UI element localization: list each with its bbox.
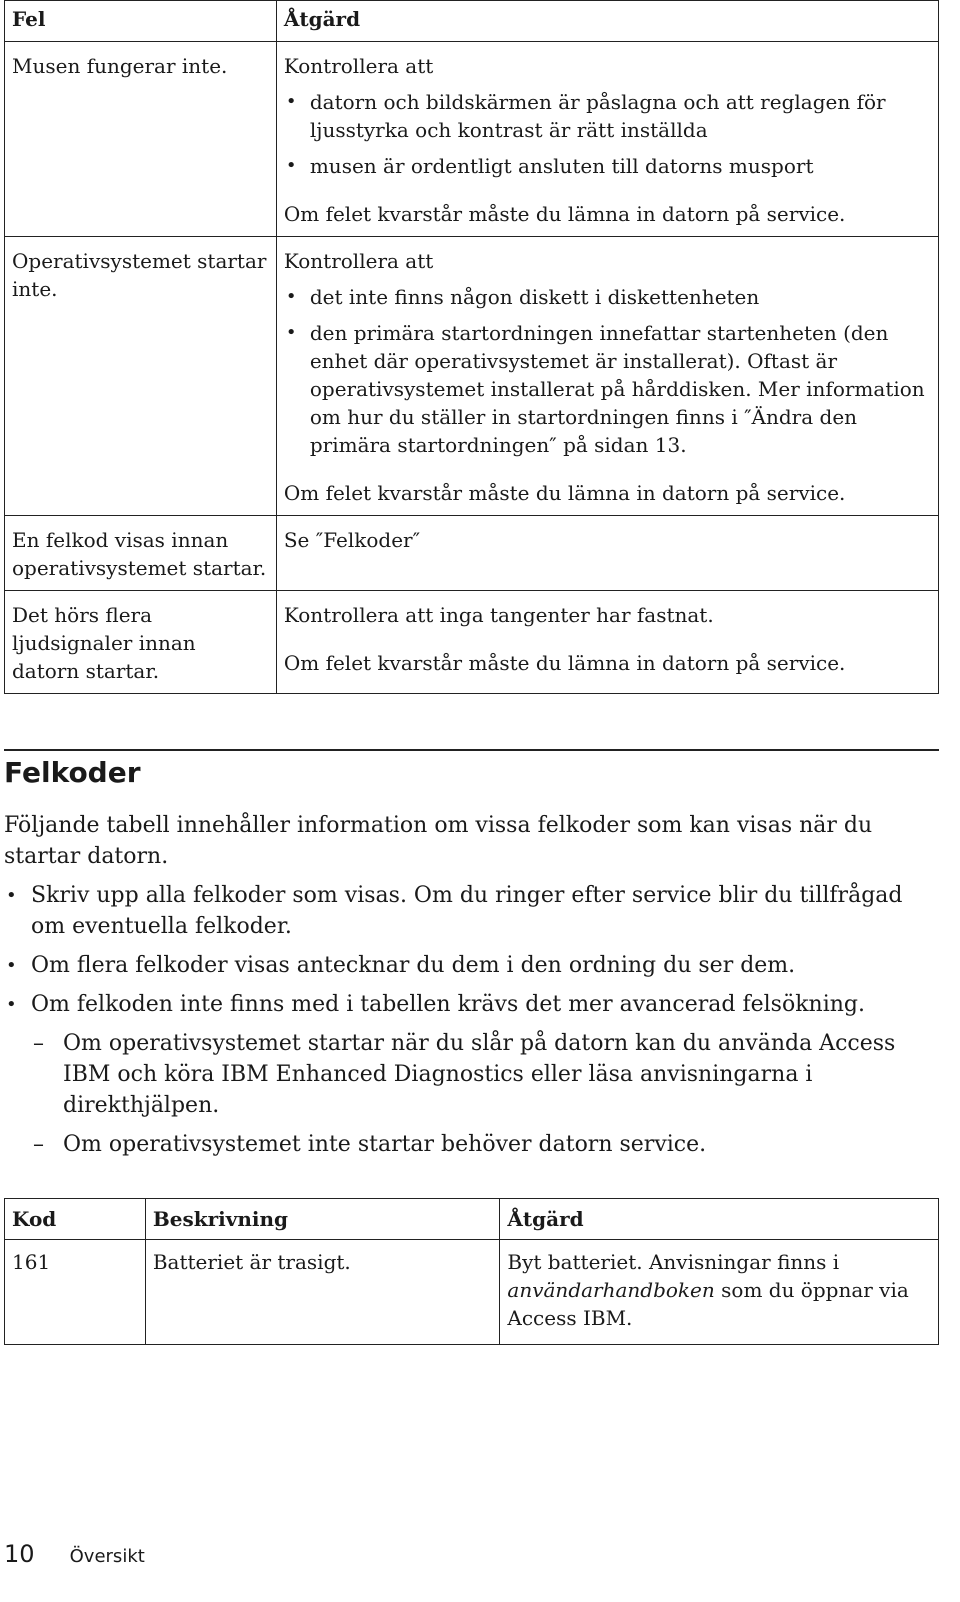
- section-bullet-text: Om felkoden inte finns med i tabellen krävs det mer avancerad felsökning.: [31, 992, 865, 1017]
- action-bullet-list: [284, 88, 930, 180]
- section-bullet: • Om flera felkoder visas antecknar du dem i den ordning du ser dem.: [4, 950, 939, 981]
- column-header-code: Kod: [5, 1199, 146, 1240]
- action-followup: Om felet kvarstår måste du lämna in datorn på service.: [283, 202, 846, 226]
- manual-reference: användarhandboken: [507, 1278, 715, 1302]
- section-sub-list: [31, 1028, 939, 1160]
- problem-cell: Operativsystemet startar inte.: [5, 237, 277, 516]
- action-intro: Kontrollera att: [283, 249, 434, 273]
- column-header-problem: Fel: [5, 1, 277, 42]
- section-bullet: [4, 989, 939, 1160]
- column-header-description: Beskrivning: [145, 1199, 500, 1240]
- problem-cell: Det hörs flera ljudsignaler innan datorn startar.: [5, 591, 277, 694]
- action-bullet: • den primära startordningen innefattar startenheten (den enhet där operativsystemet är installerat). Oftast är operativsystemet installerat på hårddisken. Mer information om hur du ställer in startordningen finns i ″Ändra den primära startordningen″ på sidan 13.: [284, 319, 930, 459]
- description-cell: Batteriet är trasigt.: [145, 1240, 500, 1345]
- action-text: Byt batteriet. Anvisningar finns i: [507, 1250, 840, 1274]
- table-header-row: [5, 1199, 939, 1240]
- action-followup: Om felet kvarstår måste du lämna in datorn på service.: [283, 651, 846, 675]
- action-cell: [276, 42, 938, 237]
- table-row: [5, 237, 939, 516]
- action-text: Kontrollera att inga tangenter har fastnat.: [283, 603, 714, 627]
- section-sub-bullet: – Om operativsystemet inte startar behöver datorn service.: [31, 1129, 939, 1160]
- action-intro: Kontrollera att: [283, 54, 434, 78]
- problem-cell: Musen fungerar inte.: [5, 42, 277, 237]
- code-cell: 161: [5, 1240, 146, 1345]
- section-bullet: • Skriv upp alla felkoder som visas. Om du ringer efter service blir du tillfrågad om eventuella felkoder.: [4, 880, 939, 942]
- action-bullet: • datorn och bildskärmen är påslagna och att reglagen för ljusstyrka och kontrast är rätt inställda: [284, 88, 930, 144]
- column-header-action: Åtgärd: [276, 1, 938, 42]
- table-row: [5, 42, 939, 237]
- troubleshooting-table: [4, 0, 939, 694]
- section-intro: Följande tabell innehåller information om vissa felkoder som kan visas när du startar datorn.: [4, 813, 873, 869]
- column-header-action: Åtgärd: [500, 1199, 939, 1240]
- action-bullet-list: [284, 283, 930, 459]
- section-divider: [4, 749, 939, 751]
- action-cell: [276, 591, 938, 694]
- error-code-table: [4, 1198, 939, 1345]
- section-sub-bullet: – Om operativsystemet startar när du slår på datorn kan du använda Access IBM och köra IBM Enhanced Diagnostics eller läsa anvisningarna i direkthjälpen.: [31, 1028, 939, 1121]
- page-number: 10: [4, 1540, 35, 1568]
- table-row: [5, 1240, 939, 1345]
- action-text: som du öppnar via Access IBM.: [507, 1278, 909, 1330]
- action-cell: [276, 237, 938, 516]
- section-bullet-list: [4, 880, 939, 1160]
- action-bullet: • musen är ordentligt ansluten till datorns musport: [284, 152, 930, 180]
- table-row: [5, 591, 939, 694]
- section-body: [4, 810, 939, 1168]
- action-bullet: • det inte finns någon diskett i diskettenheten: [284, 283, 930, 311]
- action-cell: [500, 1240, 939, 1345]
- problem-cell: En felkod visas innan operativsystemet startar.: [5, 516, 277, 591]
- footer-title: Översikt: [69, 1546, 145, 1567]
- table-row: [5, 516, 939, 591]
- section-title: Felkoder: [4, 756, 141, 789]
- action-cell: Se ″Felkoder″: [276, 516, 938, 591]
- page-footer: [4, 1540, 145, 1568]
- action-followup: Om felet kvarstår måste du lämna in datorn på service.: [283, 481, 846, 505]
- table-header-row: [5, 1, 939, 42]
